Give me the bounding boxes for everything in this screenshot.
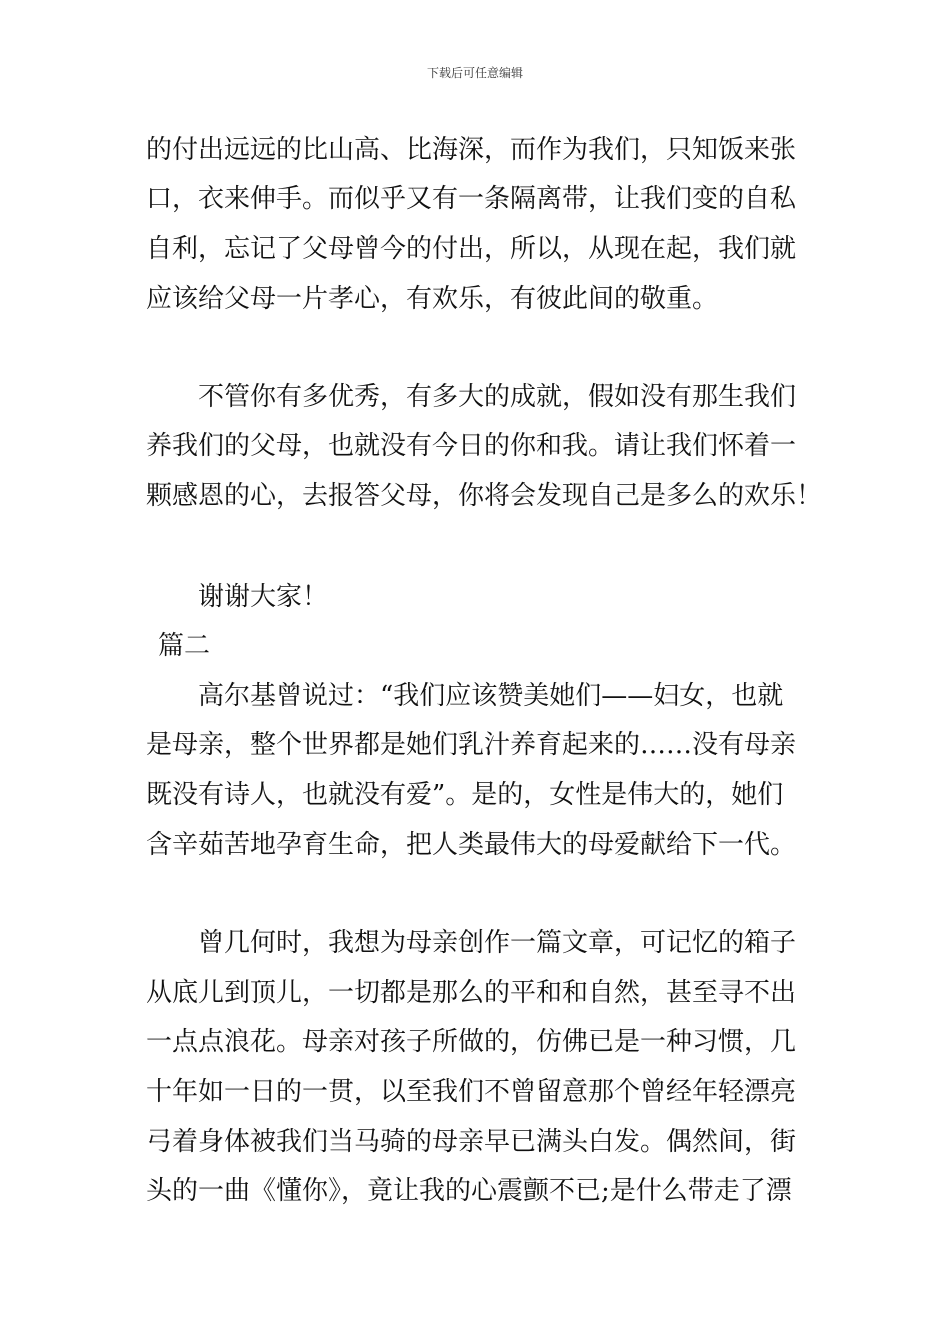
text-line: 谢谢大家！ <box>198 582 329 612</box>
text-line: 是母亲，整个世界都是她们乳汁养育起来的……没有母亲 <box>146 730 797 760</box>
section-title: 篇二 <box>158 631 211 661</box>
text-line: 高尔基曾说过：“我们应该赞美她们——妇女，也就 <box>198 681 784 711</box>
text-line: 从底儿到顶儿，一切都是那么的平和和自然，甚至寻不出 <box>146 978 797 1008</box>
text-line: 一点点浪花。母亲对孩子所做的，仿佛已是一种习惯，几 <box>146 1027 797 1057</box>
text-line: 不管你有多优秀，有多大的成就，假如没有那生我们 <box>198 382 797 412</box>
text-line: 既没有诗人，也就没有爱”。是的，女性是伟大的，她们 <box>146 780 784 810</box>
page-header: 下载后可任意编辑 <box>426 66 523 80</box>
text-line: 含辛茹苦地孕育生命，把人类最伟大的母爱献给下一代。 <box>146 830 797 860</box>
text-line: 的付出远远的比山高、比海深，而作为我们，只知饭来张 <box>146 135 797 165</box>
text-line: 弓着身体被我们当马骑的母亲早已满头白发。偶然间，街 <box>146 1127 797 1157</box>
text-line: 十年如一日的一贯，以至我们不曾留意那个曾经年轻漂亮 <box>146 1077 797 1107</box>
text-line: 头的一曲《懂你》，竟让我的心震颤不已;是什么带走了漂 <box>146 1176 792 1206</box>
text-line: 应该给父母一片孝心，有欢乐，有彼此间的敬重。 <box>146 284 719 314</box>
text-line: 颗感恩的心，去报答父母，你将会发现自己是多么的欢乐！ <box>146 481 823 511</box>
text-line: 养我们的父母，也就没有今日的你和我。请让我们怀着一 <box>146 431 797 461</box>
text-line: 口，衣来伸手。而似乎又有一条隔离带，让我们变的自私 <box>146 184 797 214</box>
text-line: 曾几何时，我想为母亲创作一篇文章，可记忆的箱子 <box>198 928 797 958</box>
text-line: 自利，忘记了父母曾今的付出，所以，从现在起，我们就 <box>146 234 797 264</box>
